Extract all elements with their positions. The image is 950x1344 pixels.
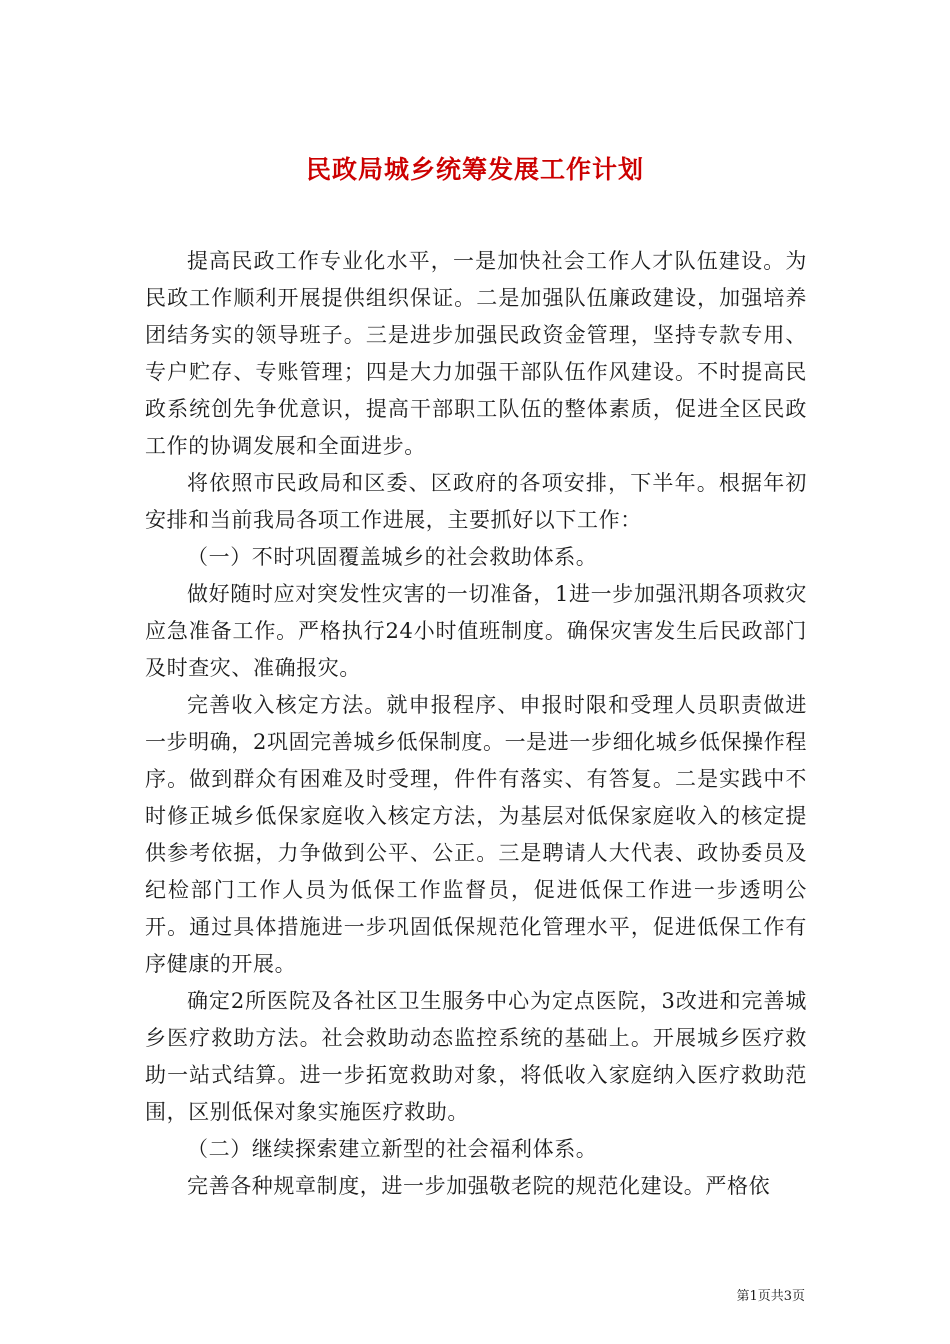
paragraph: 完善收入核定方法。就申报程序、申报时限和受理人员职责做进一步明确，2巩固完善城乡低保制度。一是进一步细化城乡低保操作程序。做到群众有困难及时受理，件件有落实、有答复。二是实践中不时修正城乡低保家庭收入核定方法，为基层对低保家庭收入的核定提供参考依据，力争做到公平、公正。三是聘请人大代表、政协委员及纪检部门工作人员为低保工作监督员，促进低保工作进一步透明公开。通过具体措施进一步巩固低保规范化管理水平，促进低保工作有序健康的开展。 <box>145 693 807 976</box>
section-heading: （一）不时巩固覆盖城乡的社会救助体系。 <box>187 545 598 569</box>
page-number: 第1页共3页 <box>736 1289 805 1304</box>
paragraph: 完善各种规章制度，进一步加强敬老院的规范化建设。严格依 <box>187 1174 771 1198</box>
paragraph: 做好随时应对突发性灾害的一切准备，1进一步加强汛期各项救灾应急准备工作。严格执行24小时值班制度。确保灾害发生后民政部门及时查灾、准确报灾。 <box>145 582 807 680</box>
document-title: 民政局城乡统筹发展工作计划 <box>305 154 644 184</box>
paragraph: 将依照市民政局和区委、区政府的各项安排，下半年。根据年初安排和当前我局各项工作进展，主要抓好以下工作： <box>145 471 807 532</box>
paragraph: 确定2所医院及各社区卫生服务中心为定点医院，3改进和完善城乡医疗救助方法。社会救助动态监控系统的基础上。开展城乡医疗救助一站式结算。进一步拓宽救助对象，将低收入家庭纳入医疗救助范围，区别低保对象实施医疗救助。 <box>145 989 807 1124</box>
paragraph: 提高民政工作专业化水平，一是加快社会工作人才队伍建设。为民政工作顺利开展提供组织保证。二是加强队伍廉政建设，加强培养团结务实的领导班子。三是进步加强民政资金管理，坚持专款专用、专户贮存、专账管理；四是大力加强干部队伍作风建设。不时提高民政系统创先争优意识，提高干部职工队伍的整体素质，促进全区民政工作的协调发展和全面进步。 <box>145 249 807 458</box>
document-body <box>145 243 807 1205</box>
section-heading: （二）继续探索建立新型的社会福利体系。 <box>187 1137 598 1161</box>
